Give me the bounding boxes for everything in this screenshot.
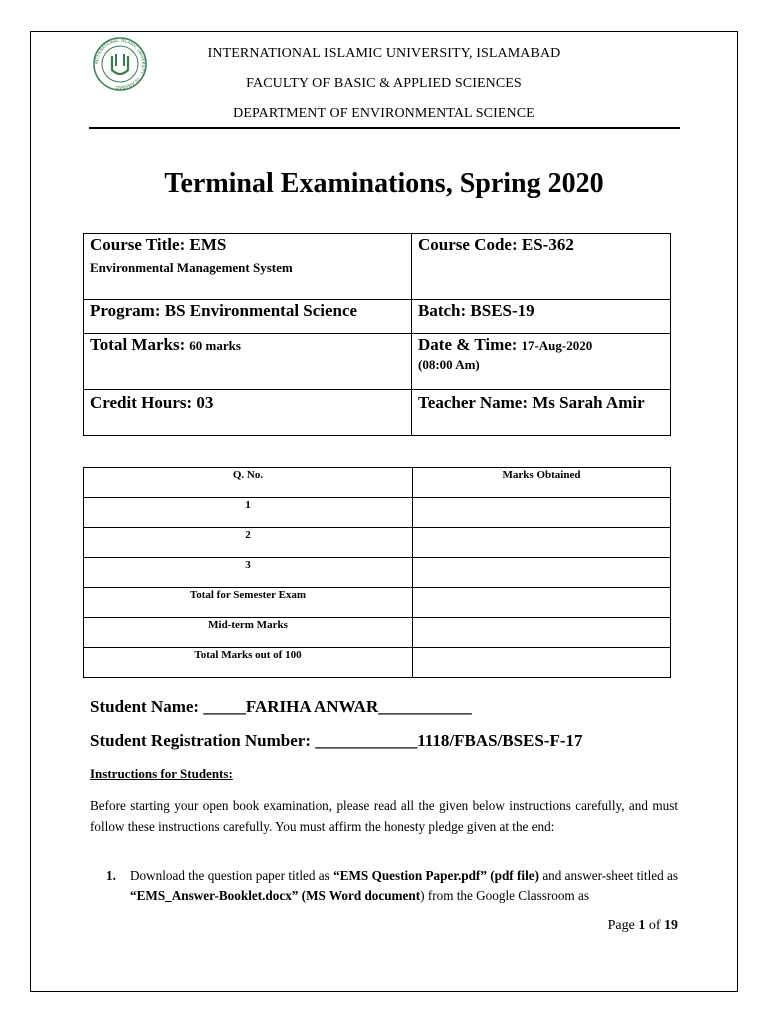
column-header-qno: Q. No. bbox=[84, 468, 413, 498]
marks-cell bbox=[413, 528, 671, 558]
student-registration: Student Registration Number: ____________1118/FBAS/BSES-F-17 bbox=[90, 731, 583, 750]
page-indicator bbox=[560, 918, 678, 934]
instruction-item-1 bbox=[106, 866, 678, 906]
table-row bbox=[84, 648, 671, 678]
answer-booklet-filename: “EMS_Answer-Booklet.docx” (MS Word document bbox=[130, 888, 421, 903]
faculty-name: FACULTY OF BASIC & APPLIED SCIENCES bbox=[246, 76, 522, 91]
row-label: Total for Semester Exam bbox=[84, 588, 413, 618]
row-label: 2 bbox=[84, 528, 413, 558]
instructions-intro: Before starting your open book examination, please read all the given below instructions carefully, and must follow these instructions carefully. You must affirm the honesty pledge given at the end: bbox=[90, 798, 678, 834]
row-label: Mid-term Marks bbox=[84, 618, 413, 648]
header-divider bbox=[89, 127, 680, 129]
page-current: 1 bbox=[638, 918, 646, 933]
university-seal-logo bbox=[92, 36, 148, 92]
credit-hours: Credit Hours: 03 bbox=[90, 393, 214, 412]
total-marks-value: 60 marks bbox=[189, 338, 241, 353]
exam-date: 17-Aug-2020 bbox=[521, 338, 593, 353]
row-label: Total Marks out of 100 bbox=[84, 648, 413, 678]
department-name: DEPARTMENT OF ENVIRONMENTAL SCIENCE bbox=[233, 106, 535, 121]
table-row bbox=[84, 498, 671, 528]
marks-cell bbox=[413, 648, 671, 678]
marks-cell bbox=[413, 618, 671, 648]
course-code: Course Code: ES-362 bbox=[418, 235, 574, 254]
marks-cell bbox=[413, 498, 671, 528]
course-info-table bbox=[83, 233, 671, 436]
teacher-name: Teacher Name: Ms Sarah Amir bbox=[418, 393, 645, 412]
exam-time: (08:00 Am) bbox=[418, 357, 480, 372]
item-text-part: Download the question paper titled as bbox=[130, 868, 334, 883]
table-row bbox=[84, 528, 671, 558]
page-total: 19 bbox=[664, 918, 678, 933]
page-of: of bbox=[648, 918, 661, 933]
row-label: 1 bbox=[84, 498, 413, 528]
item-number: 1. bbox=[106, 868, 116, 883]
university-name: INTERNATIONAL ISLAMIC UNIVERSITY, ISLAMABAD bbox=[207, 46, 561, 61]
student-name: Student Name: _____FARIHA ANWAR___________ bbox=[90, 697, 472, 716]
table-row bbox=[84, 558, 671, 588]
date-time-label: Date & Time: bbox=[418, 335, 518, 354]
total-marks-label: Total Marks: bbox=[90, 335, 186, 354]
marks-cell bbox=[413, 558, 671, 588]
course-title-full: Environmental Management System bbox=[90, 260, 293, 275]
item-text-part: ) from the Google Classroom as bbox=[420, 888, 589, 903]
table-row bbox=[84, 618, 671, 648]
marks-table bbox=[83, 467, 671, 678]
row-label: 3 bbox=[84, 558, 413, 588]
column-header-marks: Marks Obtained bbox=[413, 468, 671, 498]
batch: Batch: BSES-19 bbox=[418, 301, 535, 320]
item-text bbox=[130, 866, 678, 906]
marks-cell bbox=[413, 588, 671, 618]
page-prefix: Page bbox=[607, 918, 635, 933]
question-paper-filename: “EMS Question Paper.pdf” (pdf file) bbox=[333, 868, 539, 883]
seal-text: INTERNATIONAL ISLAMIC UNIVERSITY · ISLAMABAD bbox=[93, 37, 147, 91]
table-row bbox=[84, 588, 671, 618]
course-title: Course Title: EMS bbox=[90, 235, 227, 254]
item-text-part: and answer-sheet titled as bbox=[538, 868, 678, 883]
program: Program: BS Environmental Science bbox=[90, 301, 358, 320]
instructions-heading: Instructions for Students: bbox=[90, 766, 233, 781]
exam-title: Terminal Examinations, Spring 2020 bbox=[164, 168, 604, 199]
